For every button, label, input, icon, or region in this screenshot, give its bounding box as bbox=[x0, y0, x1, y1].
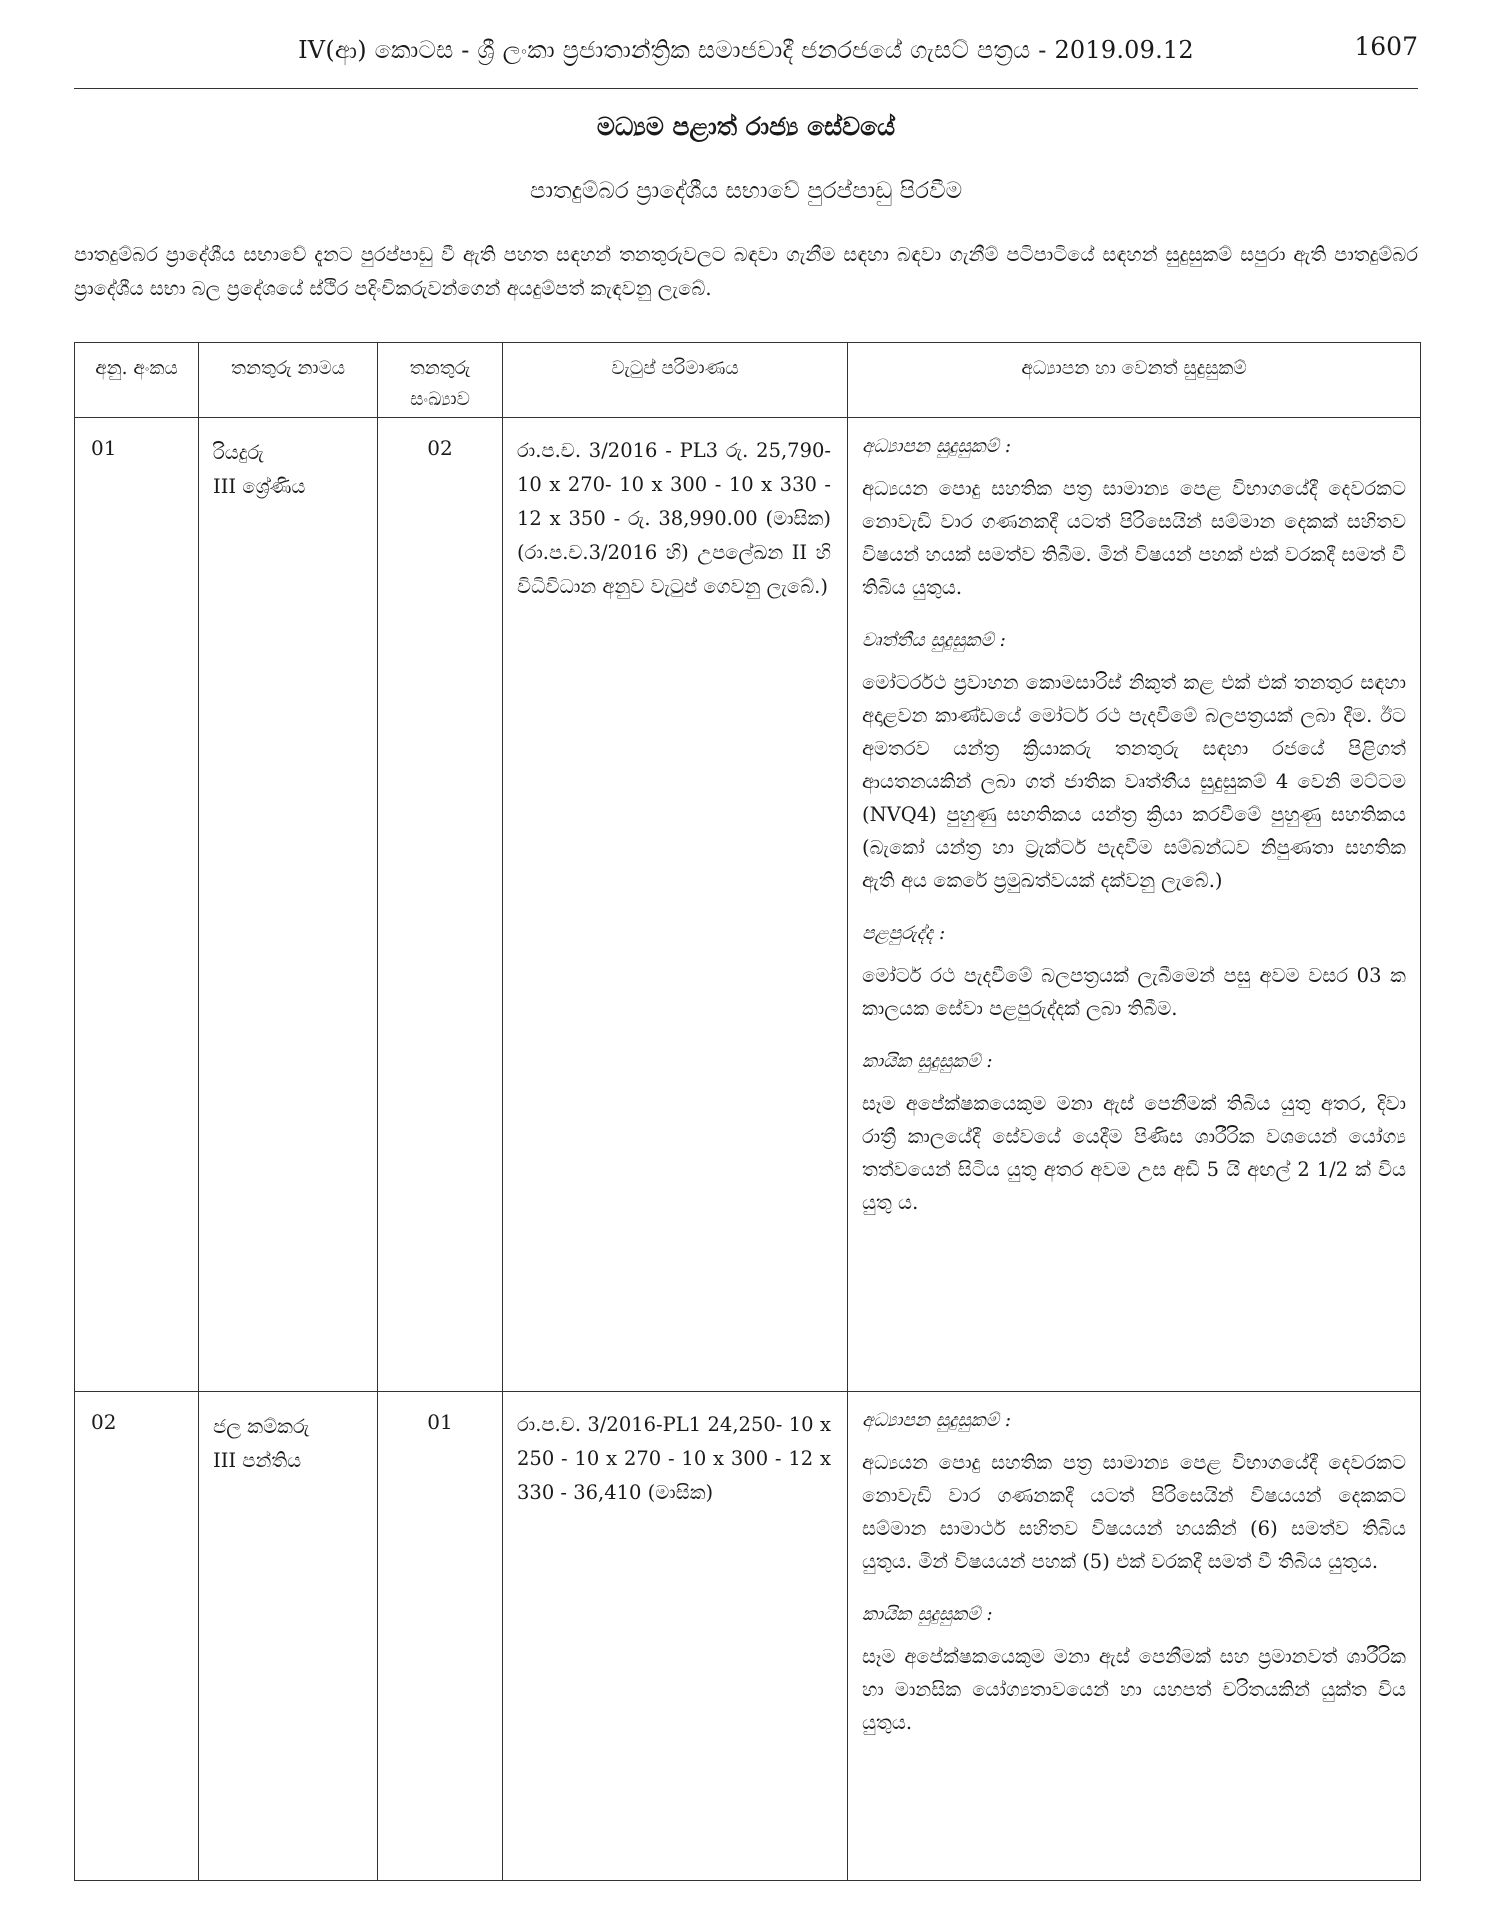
header-qualifications: අධ්‍යාපන හා වෙනත් සුදුසුකම් bbox=[848, 343, 1421, 418]
header-serial: අනු. අංකය bbox=[75, 343, 199, 418]
header-post-name: තනතුරු නාමය bbox=[199, 343, 378, 418]
salary-cell: රා.ප.ච. 3/2016-PL1 24,250- 10 x 250 - 10 x 270 - 10 x 300 - 12 x 330 - 36,410 (මාසික) bbox=[503, 1392, 848, 1881]
qualifications-cell bbox=[848, 1392, 1421, 1881]
salary-cell: රා.ප.ච. 3/2016 - PL3 රු. 25,790- 10 x 270- 10 x 300 - 10 x 330 - 12 x 350 - රු. 38,990.00 (මාසික) (රා.ප.ච.3/2016 හි) උපලේඛන II හි විධිවිධාන අනුව වැටුප් ගෙවනු ලැබේ.) bbox=[503, 418, 848, 1392]
table-row bbox=[75, 418, 1421, 1392]
page-number: 1607 bbox=[1354, 32, 1418, 61]
serial-cell: 02 bbox=[75, 1392, 199, 1881]
qualification-text: අධ්‍යයන පොදු සහතික පත්‍ර සාමාන්‍ය පෙළ විභාගයේදී දෙවරකට නොවැඩි වාර ගණනකදී යටත් පිරිසෙයින් විෂයයන් දෙකකට සම්මාන සාමාර්ථ සහිතව විෂයයන් හයකින් (6) සමත්ව තිබිය යුතුය. මින් විෂයයන් පහක් (5) එක් වරකදී සමත් වී තිබිය යුතුය. bbox=[862, 1451, 1406, 1573]
table-row bbox=[75, 1392, 1421, 1881]
qualification-heading: පළපුරුද්ද : bbox=[862, 923, 946, 944]
qualification-text: මෝටර් රථ පැදවීමේ බලපත්‍රයක් ලැබීමෙන් පසු අවම වසර 03 ක කාලයක සේවා පළපුරුද්දක් ලබා තිබීම. bbox=[862, 964, 1406, 1020]
post-count-cell: 01 bbox=[378, 1392, 503, 1881]
qualification-heading: අධ්‍යාපන සුදුසුකම් : bbox=[862, 1410, 1012, 1431]
post-name: ජල කම්කරු bbox=[213, 1415, 310, 1438]
header-post-count: තනතුරු සංඛ්‍යාව bbox=[378, 343, 503, 418]
table-header-row bbox=[75, 343, 1421, 418]
post-grade: III ශ්‍රේණිය bbox=[213, 475, 306, 498]
running-title: IV(ආ) කොටස - ශ්‍රී ලංකා ප්‍රජාතාන්ත්‍රික සමාජවාදී ජනරජයේ ගැසට් පත්‍රය - 2019.09.12 bbox=[298, 36, 1194, 64]
header-salary: වැටුප් පරිමාණය bbox=[503, 343, 848, 418]
post-count-cell: 02 bbox=[378, 418, 503, 1392]
qualification-heading: කායික සුදුසුකම් : bbox=[862, 1051, 993, 1072]
post-name-cell bbox=[199, 1392, 378, 1881]
qualifications-cell bbox=[848, 418, 1421, 1392]
serial-cell: 01 bbox=[75, 418, 199, 1392]
qualification-text: සෑම අපේක්ෂකයෙකුම මනා ඇස් පෙනීමක් තිබිය යුතු අතර, දිවා රාත්‍රී කාලයේදී සේවයේ යෙදීම පිණිස ශාරීරික වශයෙන් යෝග්‍ය තත්වයෙන් සිටිය යුතු අතර අවම උස අඩි 5 යි අඟල් 2 1/2 ක් විය යුතු ය. bbox=[862, 1092, 1406, 1214]
vacancy-table bbox=[74, 342, 1421, 1881]
section-title: මධ්‍යම පළාත් රාජ්‍ය සේවයේ bbox=[596, 112, 896, 141]
qualification-heading: අධ්‍යාපන සුදුසුකම් : bbox=[862, 436, 1012, 457]
qualification-heading: වෘත්තීය සුදුසුකම් : bbox=[862, 630, 1006, 651]
post-grade: III පන්තිය bbox=[213, 1449, 302, 1472]
qualification-text: අධ්‍යයන පොදු සහතික පත්‍ර සාමාන්‍ය පෙළ විභාගයේදී දෙවරකට නොවැඩි වාර ගණනකදී යටත් පිරිසෙයින් සම්මාන දෙකක් සහිතව විෂයන් හයක් සමත්ව තිබීම. මින් විෂයන් පහක් එක් වරකදී සමත් වී තිබිය යුතුය. bbox=[862, 477, 1406, 599]
post-name-cell bbox=[199, 418, 378, 1392]
running-header bbox=[74, 30, 1418, 89]
post-name: රියදුරු bbox=[213, 441, 264, 464]
qualification-text: සෑම අපේක්ෂකයෙකුම මනා ඇස් පෙනීමක් සහ ප්‍රමානවත් ශාරීරික හා මානසික යෝග්‍යතාවයෙන් හා යහපත් චරිතයකින් යුක්ත විය යුතුය. bbox=[862, 1645, 1406, 1734]
intro-paragraph: පාතදුම්බර ප්‍රාදේශීය සභාවේ දැනට පුරප්පාඩු වී ඇති පහත සඳහන් තනතුරුවලට බඳවා ගැනීම සඳහා බඳවා ගැනීම් පටිපාටියේ සඳහන් සුදුසුකම් සපුරා ඇති පාතදුම්බර ප්‍රාදේශීය සභා බල ප්‍රදේශයේ ස්ථිර පදිංචිකරුවන්ගෙන් අයදුම්පත් කැඳවනු ලැබේ. bbox=[74, 243, 1418, 300]
notice-title: පාතදුම්බර ප්‍රාදේශීය සභාවේ පුරප්පාඩු පිරවීම bbox=[529, 178, 963, 204]
qualification-heading: කායික සුදුසුකම් : bbox=[862, 1604, 993, 1625]
qualification-text: මෝටර්රථ ප්‍රවාහන කොමසාරිස් නිකුත් කළ එක් එක් තනතුර සඳහා අදාළවන කාණ්ඩයේ මෝටර් රථ පැදවීමේ බලපත්‍රයක් ලබා දීම. ඊට අමතරව යන්ත්‍ර ක්‍රියාකරු තනතුරු සඳහා රජයේ පිළිගත් ආයතනයකින් ලබා ගත් ජාතික වෘත්තීය සුදුසුකම් 4 වෙනි මට්ටම (NVQ4) පුහුණු සහතිකය යන්ත්‍ර ක්‍රියා කරවීමේ පුහුණු සහතිකය (බැකෝ යන්ත්‍ර හා ට්‍රැක්ටර් පැදවීම සම්බන්ධව නිපුණතා සහතික ඇති අය කෙරේ ප්‍රමුඛත්වයක් දක්වනු ලැබේ.) bbox=[862, 671, 1406, 892]
